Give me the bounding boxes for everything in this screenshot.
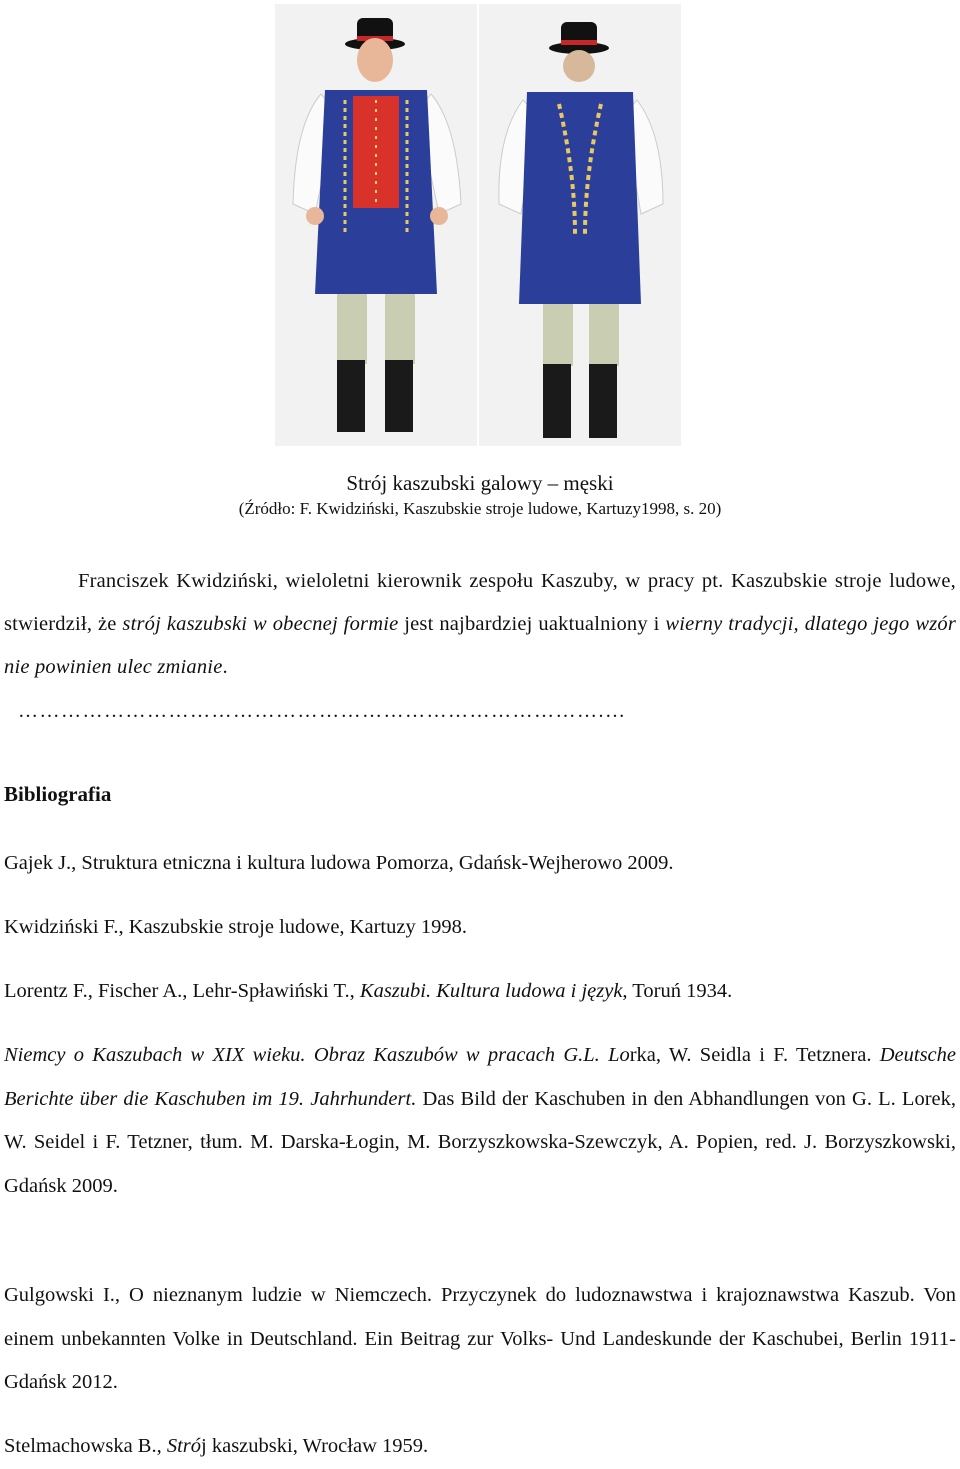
paragraph-text: jest najbardziej uaktualniony i	[398, 613, 666, 635]
figure-caption-source: (Źródło: F. Kwidziński, Kaszubskie stroje ludowe, Kartuzy1998, s. 20)	[238, 499, 722, 518]
paragraph-quote: wierny tradycji, dlatego jego wzór nie powinien ulec zmianie	[4, 613, 956, 678]
costume-back-photo	[479, 4, 681, 446]
costume-back-illustration	[479, 4, 681, 446]
entry-title: Stró	[166, 1435, 202, 1457]
entry-text: rka, W. Seidla i F. Tetznera.	[629, 1044, 880, 1066]
entry-text: Lorentz F., Fischer A., Lehr-Spławiński T.,	[4, 980, 360, 1002]
costume-photos	[275, 4, 681, 446]
paragraph-quote: strój kaszubski w obecnej formie	[122, 613, 399, 635]
body-paragraph	[4, 560, 956, 689]
entry-title: Niemcy o Kaszubach w XIX wieku. Obraz Kaszubów w pracach G.L. Lo	[4, 1044, 630, 1066]
bibliography-heading: Bibliografia	[4, 782, 112, 806]
ellipsis-line: ……………………………………………………………………….…	[18, 700, 627, 722]
entry-title: Kaszubi. Kultura ludowa i język	[359, 980, 623, 1002]
bibliography-entry	[4, 1425, 956, 1469]
entry-text: , Toruń 1934.	[622, 980, 733, 1002]
figure-caption-title: Strój kaszubski galowy – męski	[346, 471, 614, 495]
costume-front-photo	[275, 4, 477, 446]
bibliography-entry: Gajek J., Struktura etniczna i kultura ludowa Pomorza, Gdańsk-Wejherowo 2009.	[4, 852, 674, 874]
bibliography-entry: Kwidziński F., Kaszubskie stroje ludowe, Kartuzy 1998.	[4, 916, 467, 938]
entry-text: Das Bild der Kaschuben in den Abhandlungen von G. L. Lorek, W. Seidel i F. Tetzner, tłum. M. Darska-Łogin, M. Borzyszkowska-Szewczyk, A. Popien, red. J. Borzyszkowski, Gdańsk 2009.	[4, 1087, 956, 1197]
paragraph-text: Franciszek Kwidziński, wieloletni kierownik zespołu Kaszuby, w pracy pt. Kaszubskie stroje ludowe, stwierdził, że	[4, 570, 956, 635]
entry-title: Deutsche Berichte über die Kaschuben im 19. Jahrhundert.	[4, 1044, 956, 1110]
bibliography-entry	[4, 970, 956, 1014]
entry-text: j kaszubski, Wrocław 1959.	[201, 1435, 429, 1457]
paragraph-text: .	[222, 656, 228, 678]
entry-text: Stelmachowska B.,	[4, 1435, 167, 1457]
bibliography-entry	[4, 1034, 956, 1208]
costume-front-illustration	[275, 4, 477, 446]
bibliography-entry: Gulgowski I., O nieznanym ludzie w Niemczech. Przyczynek do ludoznawstwa i krajoznawstwa Kaszub. Von einem unbekannten Volke in Deutschland. Ein Beitrag zur Volks- Und Landeskunde der Kaschubei, Berlin 1911-Gdańsk 2012.	[4, 1284, 956, 1393]
